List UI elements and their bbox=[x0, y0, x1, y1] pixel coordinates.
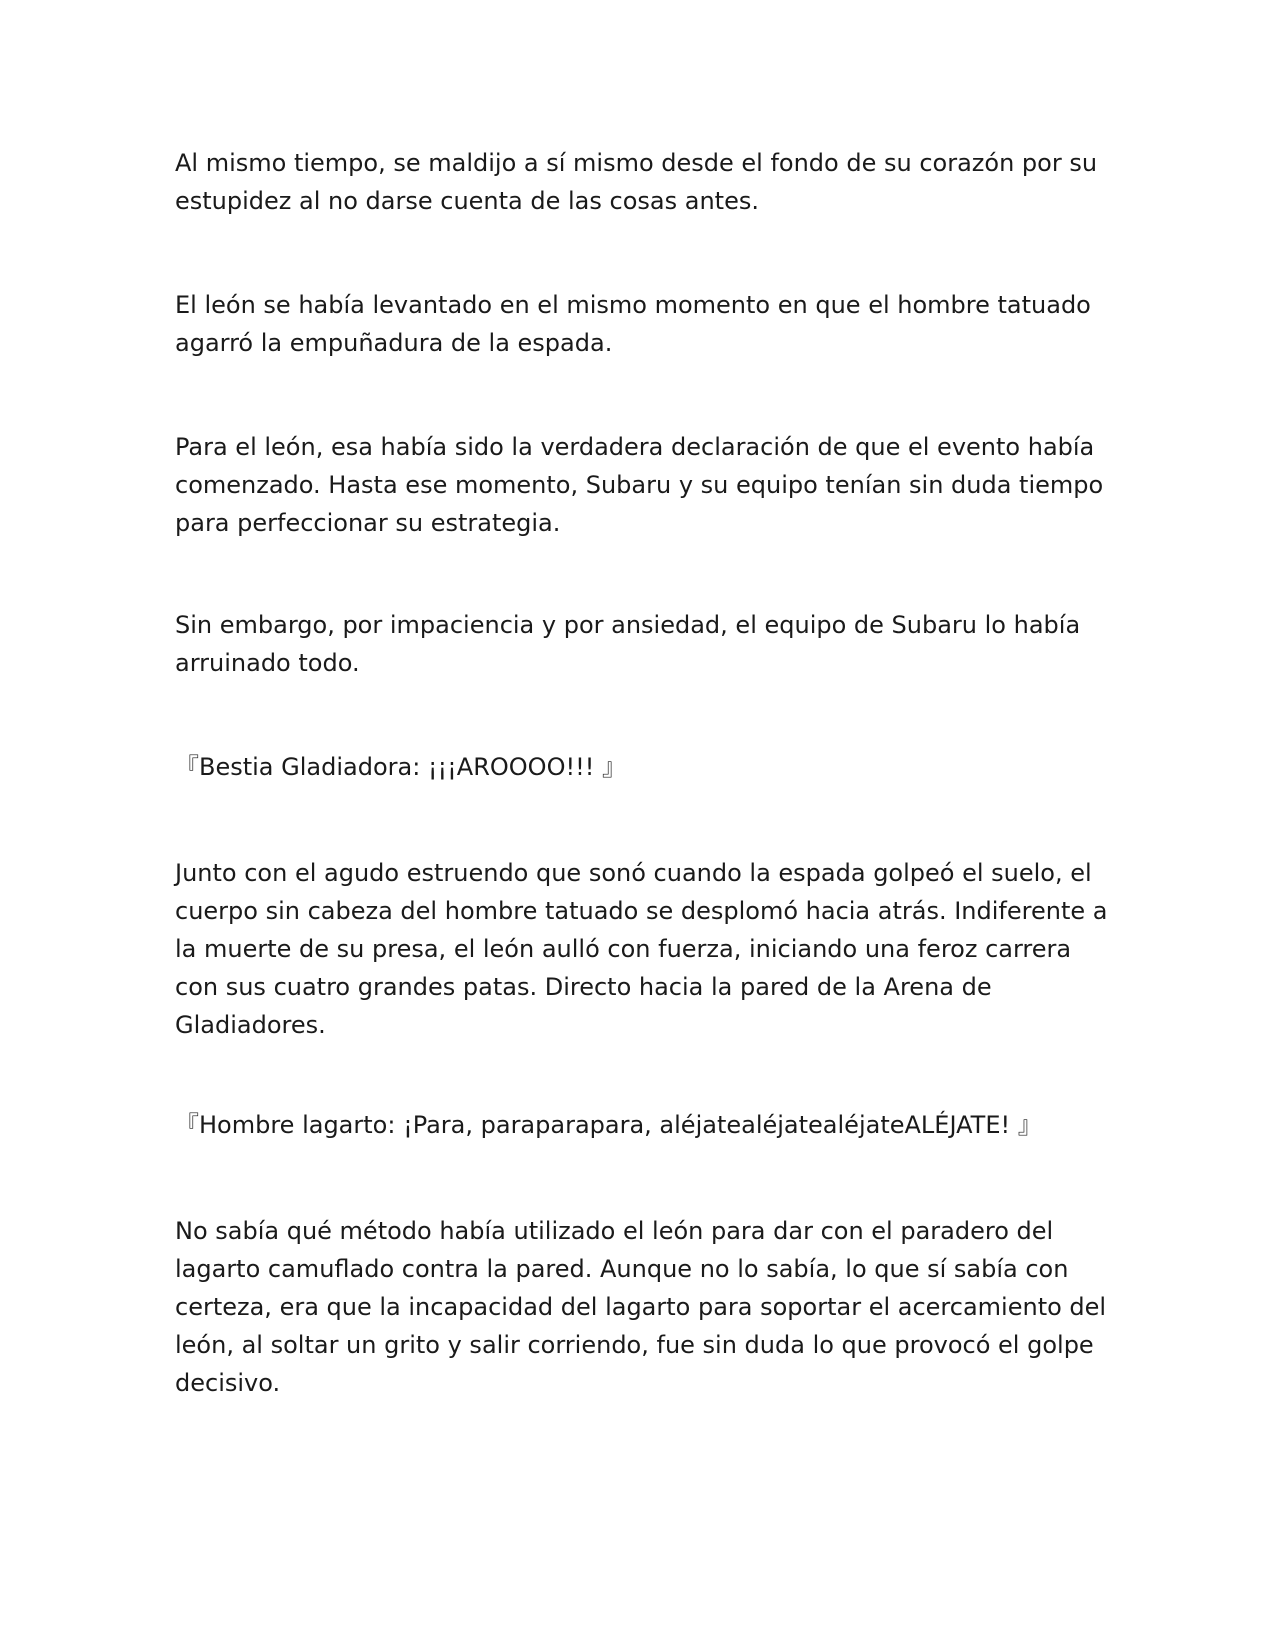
paragraph-2 bbox=[175, 286, 1095, 362]
paragraph-line: estupidez al no darse cuenta de las cosas antes. bbox=[175, 187, 759, 215]
paragraph-line: la muerte de su presa, el león aulló con fuerza, iniciando una feroz carrera bbox=[175, 935, 1072, 963]
paragraph-4 bbox=[175, 606, 1095, 682]
paragraph-line: león, al soltar un grito y salir corriendo, fue sin duda lo que provocó el golpe bbox=[175, 1331, 1094, 1359]
paragraph-3 bbox=[175, 428, 1104, 542]
paragraph-line: para perfeccionar su estrategia. bbox=[175, 509, 561, 537]
paragraph-line: Para el león, esa había sido la verdadera declaración de que el evento había bbox=[175, 433, 1095, 461]
paragraph-line: Gladiadores. bbox=[175, 1011, 326, 1039]
paragraph-line: Al mismo tiempo, se maldijo a sí mismo desde el fondo de su corazón por su bbox=[175, 149, 1098, 177]
paragraph-line: lagarto camuflado contra la pared. Aunque no lo sabía, lo que sí sabía con bbox=[175, 1255, 1069, 1283]
paragraph-line: decisivo. bbox=[175, 1369, 281, 1397]
paragraph-line: certeza, era que la incapacidad del lagarto para soportar el acercamiento del bbox=[175, 1293, 1107, 1321]
paragraph-line: No sabía qué método había utilizado el león para dar con el paradero del bbox=[175, 1217, 1054, 1245]
dialogue-line: 『Bestia Gladiadora: ¡¡¡AROOOO!!! 』 bbox=[175, 753, 626, 781]
paragraph-line: arruinado todo. bbox=[175, 649, 360, 677]
dialogue-line: 『Hombre lagarto: ¡Para, paraparapara, aléjatealéjatealéjateALÉJATE! 』 bbox=[175, 1111, 1042, 1139]
dialogue-hombre-lagarto bbox=[175, 1106, 1095, 1144]
paragraph-8 bbox=[175, 1212, 1107, 1402]
paragraph-line: comenzado. Hasta ese momento, Subaru y su equipo tenían sin duda tiempo bbox=[175, 471, 1104, 499]
paragraph-line: Sin embargo, por impaciencia y por ansiedad, el equipo de Subaru lo había bbox=[175, 611, 1081, 639]
paragraph-line: Junto con el agudo estruendo que sonó cuando la espada golpeó el suelo, el bbox=[175, 859, 1092, 887]
paragraph-1 bbox=[175, 144, 1098, 220]
paragraph-line: agarró la empuñadura de la espada. bbox=[175, 329, 613, 357]
paragraph-6 bbox=[175, 854, 1108, 1044]
paragraph-line: con sus cuatro grandes patas. Directo hacia la pared de la Arena de bbox=[175, 973, 992, 1001]
paragraph-line: cuerpo sin cabeza del hombre tatuado se desplomó hacia atrás. Indiferente a bbox=[175, 897, 1108, 925]
dialogue-bestia-gladiadora bbox=[175, 748, 1095, 786]
paragraph-line: El león se había levantado en el mismo momento en que el hombre tatuado bbox=[175, 291, 1091, 319]
